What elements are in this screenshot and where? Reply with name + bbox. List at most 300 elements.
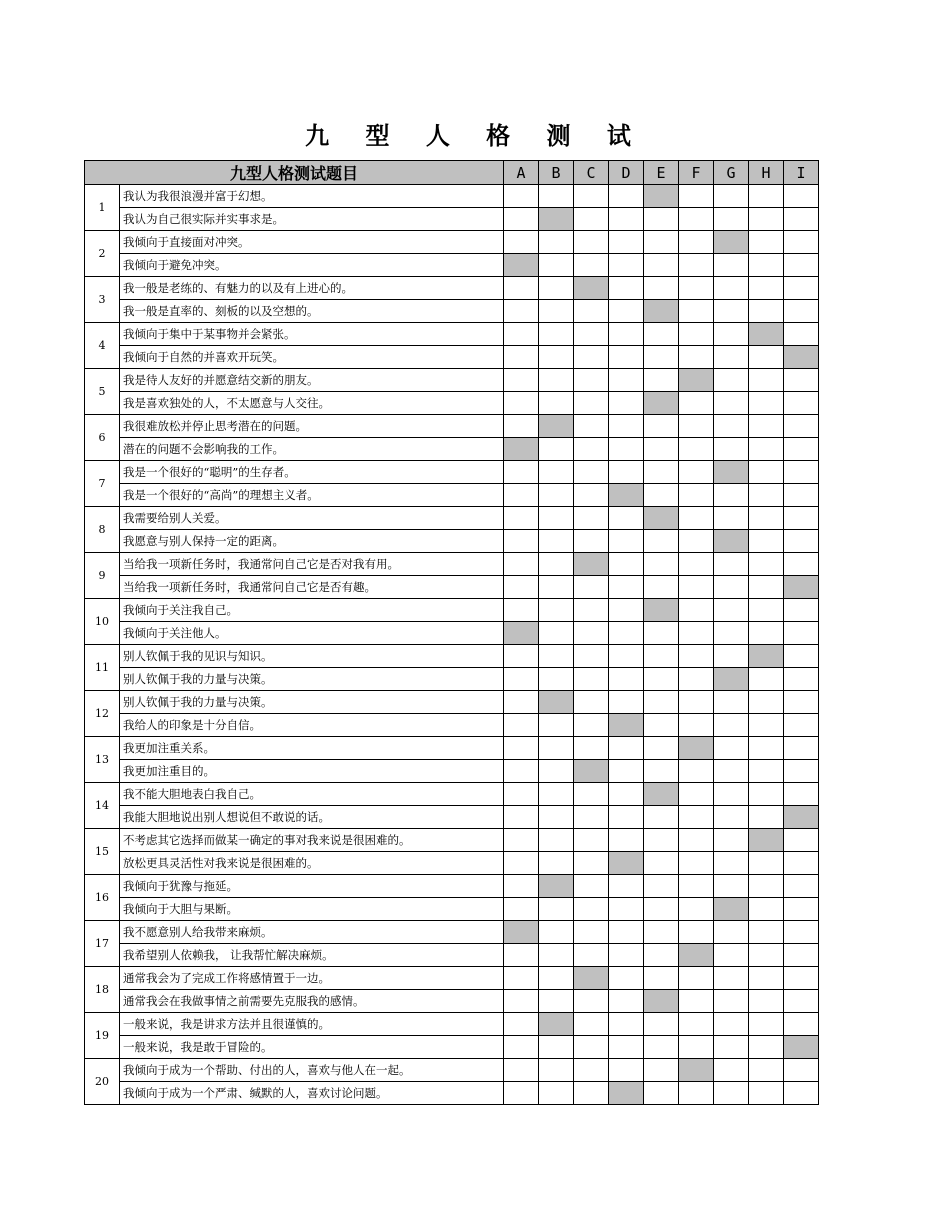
answer-cell-c[interactable] [574,484,609,507]
answer-cell-b[interactable] [539,576,574,599]
answer-cell-g[interactable] [714,185,749,208]
answer-cell-a[interactable] [504,461,539,484]
answer-cell-a[interactable] [504,599,539,622]
answer-cell-g[interactable] [714,254,749,277]
answer-cell-e[interactable] [644,392,679,415]
answer-cell-c[interactable] [574,737,609,760]
answer-cell-e[interactable] [644,185,679,208]
answer-cell-h[interactable] [749,300,784,323]
answer-cell-c[interactable] [574,645,609,668]
answer-cell-e[interactable] [644,668,679,691]
answer-cell-g[interactable] [714,783,749,806]
answer-cell-h[interactable] [749,645,784,668]
answer-cell-a[interactable] [504,668,539,691]
answer-cell-b[interactable] [539,484,574,507]
answer-cell-d[interactable] [609,898,644,921]
answer-cell-i[interactable] [784,415,819,438]
answer-cell-c[interactable] [574,438,609,461]
answer-cell-a[interactable] [504,369,539,392]
answer-cell-b[interactable] [539,300,574,323]
answer-cell-i[interactable] [784,576,819,599]
answer-cell-d[interactable] [609,990,644,1013]
answer-cell-b[interactable] [539,553,574,576]
answer-cell-h[interactable] [749,599,784,622]
answer-cell-b[interactable] [539,829,574,852]
answer-cell-g[interactable] [714,369,749,392]
answer-cell-h[interactable] [749,875,784,898]
answer-cell-g[interactable] [714,737,749,760]
answer-cell-d[interactable] [609,415,644,438]
answer-cell-h[interactable] [749,484,784,507]
answer-cell-f[interactable] [679,645,714,668]
answer-cell-b[interactable] [539,599,574,622]
answer-cell-h[interactable] [749,806,784,829]
answer-cell-e[interactable] [644,530,679,553]
answer-cell-c[interactable] [574,921,609,944]
answer-cell-a[interactable] [504,921,539,944]
answer-cell-e[interactable] [644,875,679,898]
answer-cell-e[interactable] [644,346,679,369]
answer-cell-f[interactable] [679,461,714,484]
answer-cell-a[interactable] [504,714,539,737]
answer-cell-f[interactable] [679,944,714,967]
answer-cell-c[interactable] [574,254,609,277]
answer-cell-c[interactable] [574,1059,609,1082]
answer-cell-g[interactable] [714,530,749,553]
answer-cell-g[interactable] [714,484,749,507]
answer-cell-f[interactable] [679,323,714,346]
answer-cell-a[interactable] [504,1013,539,1036]
answer-cell-g[interactable] [714,392,749,415]
answer-cell-a[interactable] [504,415,539,438]
answer-cell-d[interactable] [609,944,644,967]
answer-cell-g[interactable] [714,415,749,438]
answer-cell-b[interactable] [539,346,574,369]
answer-cell-b[interactable] [539,1036,574,1059]
answer-cell-h[interactable] [749,415,784,438]
answer-cell-e[interactable] [644,737,679,760]
answer-cell-b[interactable] [539,461,574,484]
answer-cell-d[interactable] [609,392,644,415]
answer-cell-f[interactable] [679,1082,714,1105]
answer-cell-i[interactable] [784,622,819,645]
answer-cell-b[interactable] [539,898,574,921]
answer-cell-f[interactable] [679,208,714,231]
answer-cell-a[interactable] [504,323,539,346]
answer-cell-d[interactable] [609,461,644,484]
answer-cell-a[interactable] [504,645,539,668]
answer-cell-i[interactable] [784,346,819,369]
answer-cell-d[interactable] [609,185,644,208]
answer-cell-a[interactable] [504,990,539,1013]
answer-cell-c[interactable] [574,323,609,346]
answer-cell-c[interactable] [574,461,609,484]
answer-cell-d[interactable] [609,737,644,760]
answer-cell-e[interactable] [644,714,679,737]
answer-cell-e[interactable] [644,254,679,277]
answer-cell-e[interactable] [644,300,679,323]
answer-cell-d[interactable] [609,921,644,944]
answer-cell-f[interactable] [679,760,714,783]
answer-cell-g[interactable] [714,1082,749,1105]
answer-cell-e[interactable] [644,277,679,300]
answer-cell-d[interactable] [609,1059,644,1082]
answer-cell-i[interactable] [784,1082,819,1105]
answer-cell-d[interactable] [609,599,644,622]
answer-cell-a[interactable] [504,438,539,461]
answer-cell-g[interactable] [714,346,749,369]
answer-cell-d[interactable] [609,668,644,691]
answer-cell-c[interactable] [574,1013,609,1036]
answer-cell-e[interactable] [644,323,679,346]
answer-cell-g[interactable] [714,277,749,300]
answer-cell-c[interactable] [574,783,609,806]
answer-cell-c[interactable] [574,346,609,369]
answer-cell-d[interactable] [609,369,644,392]
answer-cell-a[interactable] [504,576,539,599]
answer-cell-g[interactable] [714,944,749,967]
answer-cell-g[interactable] [714,208,749,231]
answer-cell-d[interactable] [609,323,644,346]
answer-cell-e[interactable] [644,806,679,829]
answer-cell-h[interactable] [749,783,784,806]
answer-cell-a[interactable] [504,829,539,852]
answer-cell-f[interactable] [679,691,714,714]
answer-cell-g[interactable] [714,852,749,875]
answer-cell-b[interactable] [539,944,574,967]
answer-cell-d[interactable] [609,231,644,254]
answer-cell-b[interactable] [539,967,574,990]
answer-cell-b[interactable] [539,691,574,714]
answer-cell-d[interactable] [609,760,644,783]
answer-cell-i[interactable] [784,208,819,231]
answer-cell-g[interactable] [714,875,749,898]
answer-cell-a[interactable] [504,760,539,783]
answer-cell-h[interactable] [749,898,784,921]
answer-cell-i[interactable] [784,231,819,254]
answer-cell-f[interactable] [679,668,714,691]
answer-cell-e[interactable] [644,1013,679,1036]
answer-cell-f[interactable] [679,530,714,553]
answer-cell-a[interactable] [504,944,539,967]
answer-cell-i[interactable] [784,714,819,737]
answer-cell-d[interactable] [609,576,644,599]
answer-cell-h[interactable] [749,760,784,783]
answer-cell-e[interactable] [644,415,679,438]
answer-cell-e[interactable] [644,599,679,622]
answer-cell-c[interactable] [574,1036,609,1059]
answer-cell-f[interactable] [679,990,714,1013]
answer-cell-f[interactable] [679,622,714,645]
answer-cell-d[interactable] [609,645,644,668]
answer-cell-d[interactable] [609,806,644,829]
answer-cell-b[interactable] [539,231,574,254]
answer-cell-c[interactable] [574,967,609,990]
answer-cell-d[interactable] [609,484,644,507]
answer-cell-g[interactable] [714,760,749,783]
answer-cell-d[interactable] [609,622,644,645]
answer-cell-f[interactable] [679,806,714,829]
answer-cell-e[interactable] [644,1036,679,1059]
answer-cell-a[interactable] [504,231,539,254]
answer-cell-c[interactable] [574,990,609,1013]
answer-cell-e[interactable] [644,990,679,1013]
answer-cell-f[interactable] [679,783,714,806]
answer-cell-i[interactable] [784,645,819,668]
answer-cell-g[interactable] [714,576,749,599]
answer-cell-d[interactable] [609,530,644,553]
answer-cell-f[interactable] [679,484,714,507]
answer-cell-b[interactable] [539,530,574,553]
answer-cell-c[interactable] [574,714,609,737]
answer-cell-d[interactable] [609,300,644,323]
answer-cell-a[interactable] [504,484,539,507]
answer-cell-i[interactable] [784,967,819,990]
answer-cell-a[interactable] [504,1036,539,1059]
answer-cell-f[interactable] [679,300,714,323]
answer-cell-i[interactable] [784,599,819,622]
answer-cell-c[interactable] [574,691,609,714]
answer-cell-d[interactable] [609,691,644,714]
answer-cell-e[interactable] [644,1082,679,1105]
answer-cell-i[interactable] [784,185,819,208]
answer-cell-f[interactable] [679,438,714,461]
answer-cell-f[interactable] [679,599,714,622]
answer-cell-c[interactable] [574,944,609,967]
answer-cell-f[interactable] [679,1036,714,1059]
answer-cell-f[interactable] [679,346,714,369]
answer-cell-d[interactable] [609,277,644,300]
answer-cell-h[interactable] [749,852,784,875]
answer-cell-a[interactable] [504,806,539,829]
answer-cell-c[interactable] [574,668,609,691]
answer-cell-c[interactable] [574,576,609,599]
answer-cell-d[interactable] [609,438,644,461]
answer-cell-e[interactable] [644,553,679,576]
answer-cell-i[interactable] [784,484,819,507]
answer-cell-c[interactable] [574,553,609,576]
answer-cell-d[interactable] [609,254,644,277]
answer-cell-e[interactable] [644,208,679,231]
answer-cell-i[interactable] [784,1013,819,1036]
answer-cell-g[interactable] [714,668,749,691]
answer-cell-e[interactable] [644,944,679,967]
answer-cell-g[interactable] [714,323,749,346]
answer-cell-i[interactable] [784,737,819,760]
answer-cell-d[interactable] [609,1036,644,1059]
answer-cell-i[interactable] [784,461,819,484]
answer-cell-f[interactable] [679,1013,714,1036]
answer-cell-a[interactable] [504,185,539,208]
answer-cell-a[interactable] [504,967,539,990]
answer-cell-f[interactable] [679,737,714,760]
answer-cell-b[interactable] [539,277,574,300]
answer-cell-e[interactable] [644,576,679,599]
answer-cell-i[interactable] [784,392,819,415]
answer-cell-c[interactable] [574,392,609,415]
answer-cell-a[interactable] [504,392,539,415]
answer-cell-h[interactable] [749,277,784,300]
answer-cell-b[interactable] [539,760,574,783]
answer-cell-f[interactable] [679,875,714,898]
answer-cell-h[interactable] [749,254,784,277]
answer-cell-f[interactable] [679,967,714,990]
answer-cell-g[interactable] [714,461,749,484]
answer-cell-h[interactable] [749,392,784,415]
answer-cell-h[interactable] [749,323,784,346]
answer-cell-h[interactable] [749,461,784,484]
answer-cell-f[interactable] [679,921,714,944]
answer-cell-a[interactable] [504,553,539,576]
answer-cell-h[interactable] [749,990,784,1013]
answer-cell-f[interactable] [679,898,714,921]
answer-cell-h[interactable] [749,1036,784,1059]
answer-cell-f[interactable] [679,714,714,737]
answer-cell-d[interactable] [609,507,644,530]
answer-cell-d[interactable] [609,829,644,852]
answer-cell-b[interactable] [539,415,574,438]
answer-cell-i[interactable] [784,438,819,461]
answer-cell-e[interactable] [644,760,679,783]
answer-cell-a[interactable] [504,783,539,806]
answer-cell-d[interactable] [609,714,644,737]
answer-cell-a[interactable] [504,530,539,553]
answer-cell-f[interactable] [679,277,714,300]
answer-cell-b[interactable] [539,208,574,231]
answer-cell-a[interactable] [504,1059,539,1082]
answer-cell-i[interactable] [784,369,819,392]
answer-cell-a[interactable] [504,898,539,921]
answer-cell-c[interactable] [574,806,609,829]
answer-cell-f[interactable] [679,507,714,530]
answer-cell-e[interactable] [644,622,679,645]
answer-cell-e[interactable] [644,783,679,806]
answer-cell-c[interactable] [574,852,609,875]
answer-cell-b[interactable] [539,1059,574,1082]
answer-cell-i[interactable] [784,875,819,898]
answer-cell-g[interactable] [714,1036,749,1059]
answer-cell-h[interactable] [749,576,784,599]
answer-cell-b[interactable] [539,852,574,875]
answer-cell-i[interactable] [784,323,819,346]
answer-cell-d[interactable] [609,1082,644,1105]
answer-cell-g[interactable] [714,1059,749,1082]
answer-cell-d[interactable] [609,553,644,576]
answer-cell-h[interactable] [749,967,784,990]
answer-cell-b[interactable] [539,392,574,415]
answer-cell-f[interactable] [679,852,714,875]
answer-cell-d[interactable] [609,783,644,806]
answer-cell-e[interactable] [644,967,679,990]
answer-cell-i[interactable] [784,921,819,944]
answer-cell-b[interactable] [539,990,574,1013]
answer-cell-h[interactable] [749,1013,784,1036]
answer-cell-a[interactable] [504,691,539,714]
answer-cell-a[interactable] [504,277,539,300]
answer-cell-b[interactable] [539,714,574,737]
answer-cell-c[interactable] [574,898,609,921]
answer-cell-c[interactable] [574,1082,609,1105]
answer-cell-g[interactable] [714,691,749,714]
answer-cell-c[interactable] [574,208,609,231]
answer-cell-b[interactable] [539,875,574,898]
answer-cell-h[interactable] [749,944,784,967]
answer-cell-i[interactable] [784,668,819,691]
answer-cell-c[interactable] [574,231,609,254]
answer-cell-e[interactable] [644,645,679,668]
answer-cell-g[interactable] [714,507,749,530]
answer-cell-b[interactable] [539,622,574,645]
answer-cell-i[interactable] [784,829,819,852]
answer-cell-h[interactable] [749,668,784,691]
answer-cell-f[interactable] [679,254,714,277]
answer-cell-h[interactable] [749,553,784,576]
answer-cell-f[interactable] [679,185,714,208]
answer-cell-h[interactable] [749,231,784,254]
answer-cell-h[interactable] [749,1059,784,1082]
answer-cell-g[interactable] [714,645,749,668]
answer-cell-g[interactable] [714,599,749,622]
answer-cell-i[interactable] [784,691,819,714]
answer-cell-i[interactable] [784,530,819,553]
answer-cell-e[interactable] [644,852,679,875]
answer-cell-b[interactable] [539,185,574,208]
answer-cell-e[interactable] [644,369,679,392]
answer-cell-e[interactable] [644,231,679,254]
answer-cell-h[interactable] [749,737,784,760]
answer-cell-c[interactable] [574,760,609,783]
answer-cell-b[interactable] [539,369,574,392]
answer-cell-g[interactable] [714,829,749,852]
answer-cell-g[interactable] [714,231,749,254]
answer-cell-e[interactable] [644,1059,679,1082]
answer-cell-i[interactable] [784,852,819,875]
answer-cell-e[interactable] [644,507,679,530]
answer-cell-i[interactable] [784,944,819,967]
answer-cell-i[interactable] [784,507,819,530]
answer-cell-g[interactable] [714,1013,749,1036]
answer-cell-c[interactable] [574,530,609,553]
answer-cell-h[interactable] [749,622,784,645]
answer-cell-h[interactable] [749,185,784,208]
answer-cell-c[interactable] [574,599,609,622]
answer-cell-d[interactable] [609,208,644,231]
answer-cell-i[interactable] [784,990,819,1013]
answer-cell-i[interactable] [784,1036,819,1059]
answer-cell-h[interactable] [749,921,784,944]
answer-cell-b[interactable] [539,507,574,530]
answer-cell-f[interactable] [679,829,714,852]
answer-cell-g[interactable] [714,438,749,461]
answer-cell-b[interactable] [539,737,574,760]
answer-cell-c[interactable] [574,829,609,852]
answer-cell-b[interactable] [539,323,574,346]
answer-cell-i[interactable] [784,783,819,806]
answer-cell-c[interactable] [574,875,609,898]
answer-cell-h[interactable] [749,369,784,392]
answer-cell-f[interactable] [679,369,714,392]
answer-cell-a[interactable] [504,254,539,277]
answer-cell-i[interactable] [784,898,819,921]
answer-cell-c[interactable] [574,507,609,530]
answer-cell-b[interactable] [539,668,574,691]
answer-cell-g[interactable] [714,300,749,323]
answer-cell-i[interactable] [784,254,819,277]
answer-cell-g[interactable] [714,898,749,921]
answer-cell-h[interactable] [749,438,784,461]
answer-cell-b[interactable] [539,921,574,944]
answer-cell-h[interactable] [749,829,784,852]
